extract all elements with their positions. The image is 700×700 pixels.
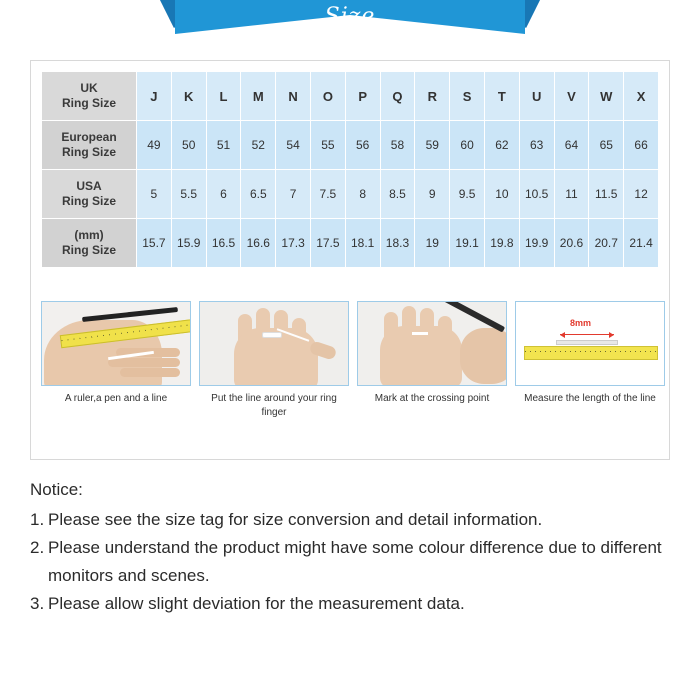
row-header-european [42, 121, 137, 170]
cell-uk-10: T [484, 72, 519, 121]
row-header-european-line2: Ring Size [61, 145, 116, 159]
cell-eu-10: 62 [484, 121, 519, 170]
row-header-mm-line1: (mm) [74, 228, 104, 242]
cell-eu-9: 60 [450, 121, 485, 170]
banner-title: Size [324, 4, 376, 29]
step-3 [357, 301, 507, 420]
cell-eu-0: 49 [137, 121, 172, 170]
cell-eu-4: 54 [276, 121, 311, 170]
page-banner [0, 0, 700, 40]
notice-item-3-text: Please allow slight deviation for the measurement data. [48, 594, 465, 613]
cell-usa-13: 11.5 [589, 170, 624, 219]
string-around-finger-icon [262, 332, 282, 338]
step-4 [515, 301, 665, 420]
cell-eu-11: 63 [519, 121, 554, 170]
cell-uk-0: J [137, 72, 172, 121]
ring-size-table [41, 71, 659, 268]
cell-mm-7: 18.3 [380, 219, 415, 268]
cell-mm-3: 16.6 [241, 219, 276, 268]
row-header-usa-line2: Ring Size [61, 194, 116, 208]
table-row [42, 72, 659, 121]
cell-usa-7: 8.5 [380, 170, 415, 219]
notice-item-3-number: 3. [30, 594, 45, 613]
step-2-caption: Put the line around your ring finger [211, 393, 337, 418]
cell-eu-13: 65 [589, 121, 624, 170]
cell-mm-6: 18.1 [345, 219, 380, 268]
measuring-steps [41, 301, 659, 420]
cell-usa-10: 10 [484, 170, 519, 219]
cell-uk-12: V [554, 72, 589, 121]
step-3-caption: Mark at the crossing point [374, 393, 490, 404]
cell-usa-6: 8 [345, 170, 380, 219]
measure-arrow-icon [560, 332, 614, 338]
step-3-photo [357, 301, 507, 386]
cell-eu-5: 55 [310, 121, 345, 170]
palm-icon [380, 326, 462, 386]
string-icon [556, 340, 618, 345]
cell-usa-5: 7.5 [310, 170, 345, 219]
cell-uk-9: S [450, 72, 485, 121]
cell-usa-14: 12 [624, 170, 659, 219]
row-header-european-line1: European [61, 130, 117, 144]
cell-usa-4: 7 [276, 170, 311, 219]
cell-mm-4: 17.3 [276, 219, 311, 268]
cell-usa-2: 6 [206, 170, 241, 219]
cell-eu-2: 51 [206, 121, 241, 170]
cell-eu-8: 59 [415, 121, 450, 170]
cell-usa-1: 5.5 [171, 170, 206, 219]
cell-mm-2: 16.5 [206, 219, 241, 268]
row-header-usa-line1: USA [76, 179, 102, 193]
cell-eu-7: 58 [380, 121, 415, 170]
cell-uk-14: X [624, 72, 659, 121]
cell-uk-4: N [276, 72, 311, 121]
cell-uk-13: W [589, 72, 624, 121]
cell-eu-3: 52 [241, 121, 276, 170]
table-row [42, 121, 659, 170]
row-header-mm-line2: Ring Size [61, 243, 116, 257]
cell-uk-1: K [171, 72, 206, 121]
notice-item-2-text: Please understand the product might have some colour difference due to different monitors and scenes. [48, 538, 662, 585]
row-header-mm [42, 219, 137, 268]
ruler-icon [524, 346, 658, 360]
cell-eu-6: 56 [345, 121, 380, 170]
notice-item-1 [30, 506, 670, 534]
cell-usa-3: 6.5 [241, 170, 276, 219]
table-row [42, 219, 659, 268]
row-header-uk-line1: UK [80, 81, 98, 95]
cell-mm-9: 19.1 [450, 219, 485, 268]
notice-block [30, 476, 670, 618]
step-4-caption: Measure the length of the line [524, 393, 656, 404]
cell-mm-13: 20.7 [589, 219, 624, 268]
cell-uk-3: M [241, 72, 276, 121]
row-header-uk [42, 72, 137, 121]
cell-uk-7: Q [380, 72, 415, 121]
cell-mm-8: 19 [415, 219, 450, 268]
cell-mm-5: 17.5 [310, 219, 345, 268]
notice-item-1-number: 1. [30, 510, 45, 529]
table-row [42, 170, 659, 219]
cell-mm-14: 21.4 [624, 219, 659, 268]
row-header-usa [42, 170, 137, 219]
cell-uk-6: P [345, 72, 380, 121]
cell-uk-11: U [519, 72, 554, 121]
notice-item-1-text: Please see the size tag for size conversion and detail information. [48, 510, 543, 529]
step-1 [41, 301, 191, 420]
cell-mm-10: 19.8 [484, 219, 519, 268]
measure-length-label: 8mm [570, 318, 592, 328]
step-2 [199, 301, 349, 420]
row-header-uk-line2: Ring Size [61, 96, 116, 110]
cell-mm-11: 19.9 [519, 219, 554, 268]
notice-item-2 [30, 534, 670, 590]
cell-usa-8: 9 [415, 170, 450, 219]
cell-usa-12: 11 [554, 170, 589, 219]
cell-usa-0: 5 [137, 170, 172, 219]
mark-icon [412, 332, 428, 335]
cell-usa-9: 9.5 [450, 170, 485, 219]
cell-eu-12: 64 [554, 121, 589, 170]
marking-hand-icon [460, 328, 507, 384]
cell-uk-8: R [415, 72, 450, 121]
notice-title: Notice: [30, 480, 83, 499]
size-guide-card [30, 60, 670, 460]
step-4-photo [515, 301, 665, 386]
notice-item-3 [30, 590, 670, 618]
step-1-photo [41, 301, 191, 386]
cell-eu-1: 50 [171, 121, 206, 170]
cell-uk-2: L [206, 72, 241, 121]
cell-mm-0: 15.7 [137, 219, 172, 268]
step-1-caption: A ruler,a pen and a line [64, 393, 168, 404]
cell-usa-11: 10.5 [519, 170, 554, 219]
cell-mm-12: 20.6 [554, 219, 589, 268]
cell-uk-5: O [310, 72, 345, 121]
cell-mm-1: 15.9 [171, 219, 206, 268]
notice-item-2-number: 2. [30, 538, 45, 557]
cell-eu-14: 66 [624, 121, 659, 170]
step-2-photo [199, 301, 349, 386]
